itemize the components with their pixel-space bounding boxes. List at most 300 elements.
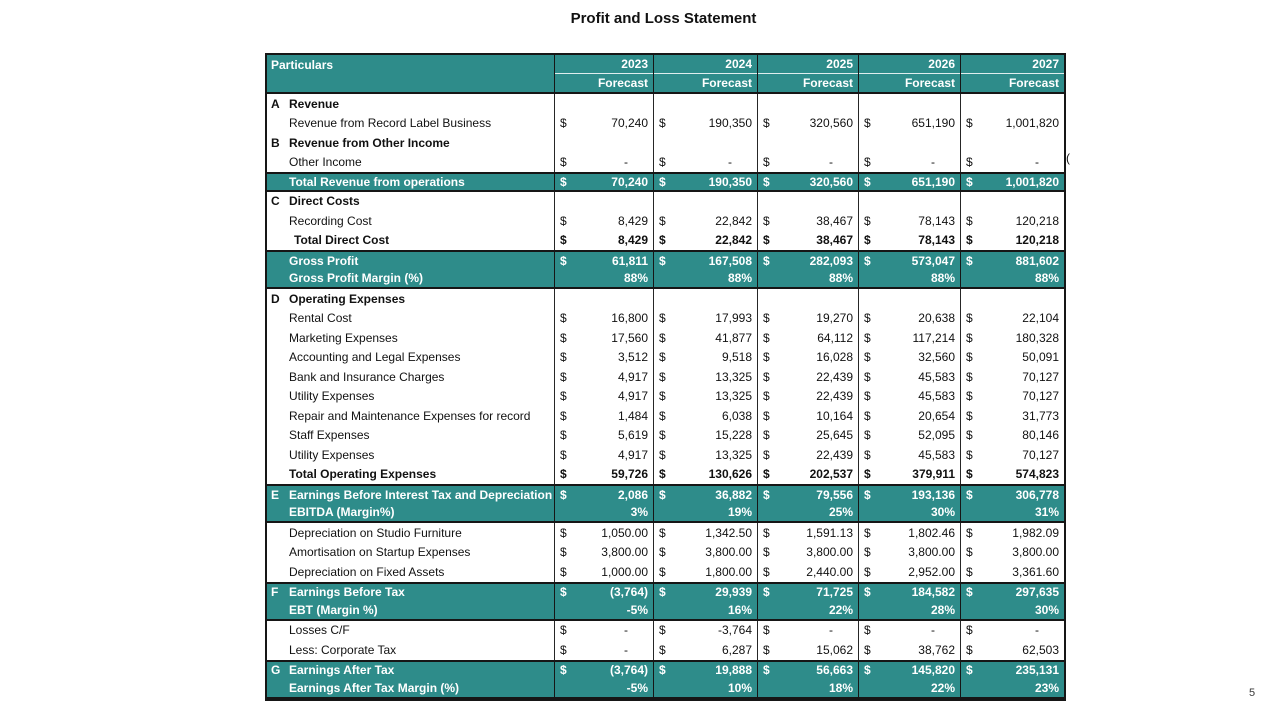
percent-value: 25% [828,505,853,520]
cell-value: 20,654 [918,408,955,423]
column-header-particulars: Particulars [267,55,555,92]
cell-value: 574,823 [1015,467,1059,482]
value-cell [555,679,654,697]
value-cell [961,114,1064,134]
particulars-cell [267,309,555,329]
cell-value: 3,800.00 [908,545,955,560]
value-cell [859,465,961,485]
currency-symbol: $ [864,564,871,579]
value-cell [654,640,758,660]
cell-value: 120,218 [1015,233,1059,248]
cell-value: 145,820 [911,663,955,678]
value-cell [654,348,758,368]
value-cell [654,406,758,426]
table-row [267,133,1064,153]
currency-symbol: $ [966,545,973,560]
cell-value: 13,325 [715,369,752,384]
cell-value: 6,287 [721,642,752,657]
percent-value: 19% [727,505,752,520]
currency-symbol: $ [864,311,871,326]
cell-value: 202,537 [809,467,853,482]
value-cell [654,445,758,465]
value-cell [859,367,961,387]
value-cell [758,114,859,134]
value-cell [555,133,654,153]
currency-symbol: $ [560,564,567,579]
currency-symbol: $ [560,350,567,365]
cell-value: 70,240 [611,174,648,189]
cell-value: 13,325 [715,389,752,404]
currency-symbol: $ [966,350,973,365]
cell-value: 45,583 [918,447,955,462]
currency-symbol: $ [763,487,770,502]
cell-value: 52,095 [918,428,955,443]
particulars-cell [267,584,555,602]
value-cell [758,662,859,680]
currency-symbol: $ [560,447,567,462]
cell-value: 22,842 [715,213,752,228]
value-cell [961,465,1064,485]
value-cell [961,621,1064,641]
cell-value: 881,602 [1015,253,1059,268]
currency-symbol: $ [864,174,871,189]
cell-value: 9,518 [721,350,752,365]
currency-symbol: $ [864,428,871,443]
cell-value: 38,762 [918,642,955,657]
particulars-cell [267,348,555,368]
particulars-cell [267,640,555,660]
cell-value: - [931,623,935,638]
currency-symbol: $ [763,564,770,579]
cell-value: 3,800.00 [806,545,853,560]
value-cell [555,543,654,563]
year-column [654,55,758,92]
row-label: Bank and Insurance Charges [289,369,445,384]
cell-value: 573,047 [911,253,955,268]
value-cell [758,231,859,251]
row-label: Revenue from Record Label Business [289,116,492,131]
value-cell [961,601,1064,619]
row-label: Accounting and Legal Expenses [289,350,461,365]
cell-value: 22,104 [1022,311,1059,326]
particulars-cell [267,211,555,231]
cell-value: 15,228 [715,428,752,443]
value-cell [859,662,961,680]
currency-symbol: $ [659,350,666,365]
cell-value: 2,952.00 [908,564,955,579]
currency-symbol: $ [659,233,666,248]
forecast-subheader-cell: Forecast [802,76,853,90]
value-cell [859,584,961,602]
value-cell [859,543,961,563]
currency-symbol: $ [763,389,770,404]
currency-symbol: $ [966,233,973,248]
percent-value: 30% [1034,602,1059,617]
page-number: 5 [1249,687,1256,699]
table-row [267,153,1064,173]
cell-value: -3,764 [717,623,752,638]
currency-symbol: $ [864,253,871,268]
currency-symbol: $ [864,213,871,228]
value-cell [961,367,1064,387]
currency-symbol: $ [864,545,871,560]
currency-symbol: $ [864,585,871,600]
cell-value: 8,429 [617,233,648,248]
percent-value: 88% [1034,271,1059,286]
value-cell [758,465,859,485]
cell-value: 17,993 [715,311,752,326]
value-cell [961,543,1064,563]
currency-symbol: $ [966,428,973,443]
value-cell [654,679,758,697]
value-cell [654,387,758,407]
cell-value: 22,842 [715,233,752,248]
value-cell [961,192,1064,212]
currency-symbol: $ [659,545,666,560]
section-letter: B [271,135,280,150]
percent-value: 88% [828,271,853,286]
cell-value: 190,350 [708,174,752,189]
value-cell [654,328,758,348]
value-cell [961,133,1064,153]
currency-symbol: $ [560,116,567,131]
row-label: Staff Expenses [289,428,370,443]
value-cell [961,406,1064,426]
value-cell [555,231,654,251]
cell-value: 180,328 [1015,330,1059,345]
value-cell [758,504,859,522]
value-cell [758,133,859,153]
currency-symbol: $ [763,174,770,189]
cell-value: 15,062 [816,642,853,657]
row-label: Operating Expenses [289,291,406,306]
value-cell [859,192,961,212]
value-cell [758,348,859,368]
currency-symbol: $ [864,369,871,384]
row-label: Total Direct Cost [294,233,390,248]
forecast-subheader-cell: Forecast [701,76,752,90]
cell-value: 3,800.00 [1012,545,1059,560]
percent-value: 31% [1034,505,1059,520]
currency-symbol: $ [560,545,567,560]
row-label: Earnings Before Interest Tax and Depreciation [289,487,553,502]
currency-symbol: $ [560,487,567,502]
currency-symbol: $ [560,389,567,404]
value-cell [859,153,961,173]
particulars-cell [267,426,555,446]
value-cell [859,289,961,309]
currency-symbol: $ [659,369,666,384]
currency-symbol: $ [659,585,666,600]
currency-symbol: $ [864,642,871,657]
table-row [267,387,1064,407]
cell-value: 117,214 [912,330,955,345]
row-label: Losses C/F [289,623,350,638]
currency-symbol: $ [659,155,666,170]
particulars-cell [267,523,555,543]
table-row [267,289,1064,309]
cell-value: 8,429 [617,213,648,228]
currency-symbol: $ [966,253,973,268]
cell-value: 41,877 [715,330,752,345]
cell-value: 1,484 [617,408,648,423]
value-cell [555,270,654,288]
value-cell [758,562,859,582]
currency-symbol: $ [560,233,567,248]
currency-symbol: $ [966,663,973,678]
currency-symbol: $ [966,155,973,170]
percent-value: -5% [626,680,648,695]
particulars-cell [267,387,555,407]
table-row [267,426,1064,446]
value-cell [859,174,961,190]
value-cell [961,523,1064,543]
value-cell [555,114,654,134]
year-column [859,55,961,92]
cell-value: 62,503 [1022,642,1059,657]
currency-symbol: $ [763,525,770,540]
value-cell [859,406,961,426]
cell-value: 282,093 [809,253,853,268]
currency-symbol: $ [763,642,770,657]
cell-value: 70,240 [611,116,648,131]
cell-value: 130,626 [708,467,752,482]
value-cell [654,465,758,485]
cell-value: 1,802.46 [908,525,955,540]
cell-value: 2,086 [617,487,648,502]
value-cell [758,387,859,407]
row-label: Marketing Expenses [289,330,398,345]
value-cell [859,504,961,522]
particulars-cell [267,562,555,582]
value-cell [758,174,859,190]
currency-symbol: $ [763,467,770,482]
cell-value: 19,888 [715,663,752,678]
value-cell [654,309,758,329]
value-cell [961,348,1064,368]
year-column [758,55,859,92]
table-header [267,55,1064,94]
currency-symbol: $ [763,311,770,326]
percent-value: 30% [930,505,955,520]
currency-symbol: $ [560,155,567,170]
section-letter: G [271,663,281,678]
particulars-cell [267,192,555,212]
value-cell [859,486,961,504]
percent-value: -5% [626,602,648,617]
value-cell [555,523,654,543]
table-row [267,679,1064,699]
table-row [267,660,1064,680]
currency-symbol: $ [864,116,871,131]
cell-value: 297,635 [1015,585,1059,600]
value-cell [555,584,654,602]
row-label: EBITDA (Margin%) [289,505,395,520]
cell-value: 61,811 [611,253,648,268]
currency-symbol: $ [864,350,871,365]
currency-symbol: $ [659,174,666,189]
value-cell [758,367,859,387]
value-cell [961,640,1064,660]
year-header-cell: 2024 [654,55,757,74]
cell-value: 31,773 [1022,408,1059,423]
cell-value: 3,800.00 [705,545,752,560]
cell-value: 184,582 [911,585,955,600]
currency-symbol: $ [763,155,770,170]
currency-symbol: $ [560,253,567,268]
value-cell [654,114,758,134]
particulars-cell [267,543,555,563]
particulars-cell [267,133,555,153]
forecast-subheader-cell: Forecast [1008,76,1059,90]
particulars-cell [267,621,555,641]
cell-value: 36,882 [715,487,752,502]
value-cell [859,445,961,465]
row-label: Total Revenue from operations [289,174,465,189]
currency-symbol: $ [763,350,770,365]
currency-symbol: $ [763,623,770,638]
value-cell [961,387,1064,407]
table-row [267,309,1064,329]
value-cell [758,192,859,212]
row-label: Earnings After Tax Margin (%) [289,680,460,695]
table-row [267,192,1064,212]
value-cell [758,94,859,114]
value-cell [859,231,961,251]
value-cell [555,252,654,270]
table-row [267,348,1064,368]
value-cell [654,192,758,212]
value-cell [961,328,1064,348]
particulars-cell [267,114,555,134]
currency-symbol: $ [763,545,770,560]
currency-symbol: $ [659,311,666,326]
currency-symbol: $ [864,447,871,462]
cell-value: 6,038 [721,408,752,423]
value-cell [859,621,961,641]
table-row [267,231,1064,251]
table-row [267,640,1064,660]
value-cell [654,289,758,309]
cell-value: 78,143 [918,233,955,248]
value-cell [961,562,1064,582]
value-cell [654,367,758,387]
currency-symbol: $ [659,623,666,638]
section-letter: C [271,194,280,209]
value-cell [961,679,1064,697]
value-cell [859,133,961,153]
value-cell [758,270,859,288]
cell-value: 320,560 [809,116,853,131]
value-cell [654,211,758,231]
cell-value: 651,190 [911,116,955,131]
cell-value: 56,663 [816,663,853,678]
table-row [267,328,1064,348]
cell-value: 25,645 [816,428,853,443]
currency-symbol: $ [560,311,567,326]
value-cell [654,426,758,446]
currency-symbol: $ [864,233,871,248]
value-cell [859,114,961,134]
currency-symbol: $ [763,428,770,443]
cell-value: 70,127 [1022,447,1059,462]
value-cell [961,211,1064,231]
percent-value: 88% [623,271,648,286]
value-cell [961,486,1064,504]
cell-value: (3,764) [609,585,648,600]
particulars-cell [267,367,555,387]
value-cell [555,387,654,407]
row-label: Amortisation on Startup Expenses [289,545,471,560]
cell-value: 13,325 [715,447,752,462]
value-cell [961,309,1064,329]
value-cell [859,348,961,368]
row-label: Less: Corporate Tax [289,642,397,657]
currency-symbol: $ [966,174,973,189]
currency-symbol: $ [560,585,567,600]
cell-value: 16,800 [611,311,648,326]
currency-symbol: $ [659,428,666,443]
value-cell [654,562,758,582]
currency-symbol: $ [966,311,973,326]
value-cell [654,543,758,563]
currency-symbol: $ [659,525,666,540]
percent-value: 28% [930,602,955,617]
row-label: Revenue from Other Income [289,135,450,150]
cell-value: - [624,623,628,638]
currency-symbol: $ [659,213,666,228]
row-label: Gross Profit Margin (%) [289,271,424,286]
value-cell [859,211,961,231]
currency-symbol: $ [659,564,666,579]
cell-value: 3,800.00 [601,545,648,560]
value-cell [555,465,654,485]
particulars-cell [267,231,555,251]
cell-value: 4,917 [617,369,648,384]
value-cell [555,211,654,231]
cell-value: 193,136 [911,487,955,502]
row-label: Utility Expenses [289,447,375,462]
value-cell [555,601,654,619]
currency-symbol: $ [864,467,871,482]
percent-value: 88% [727,271,752,286]
table-row [267,211,1064,231]
currency-symbol: $ [763,253,770,268]
cell-value: 29,939 [715,585,752,600]
cell-value: 17,560 [611,330,648,345]
currency-symbol: $ [763,330,770,345]
value-cell [859,387,961,407]
cell-value: 2,440.00 [806,564,853,579]
table-row [267,601,1064,621]
row-label: Earnings Before Tax [289,585,405,600]
year-header-cell: 2025 [758,55,858,74]
value-cell [859,679,961,697]
cell-value: 379,911 [912,467,955,482]
cell-value: 1,050.00 [601,525,648,540]
percent-value: 3% [630,505,648,520]
particulars-cell [267,94,555,114]
particulars-cell [267,153,555,173]
row-label: Repair and Maintenance Expenses for record [289,408,531,423]
value-cell [555,289,654,309]
value-cell [859,426,961,446]
table-row [267,270,1064,290]
cell-value: 190,350 [708,116,752,131]
row-label: Revenue [289,96,340,111]
value-cell [758,289,859,309]
value-cell [758,601,859,619]
